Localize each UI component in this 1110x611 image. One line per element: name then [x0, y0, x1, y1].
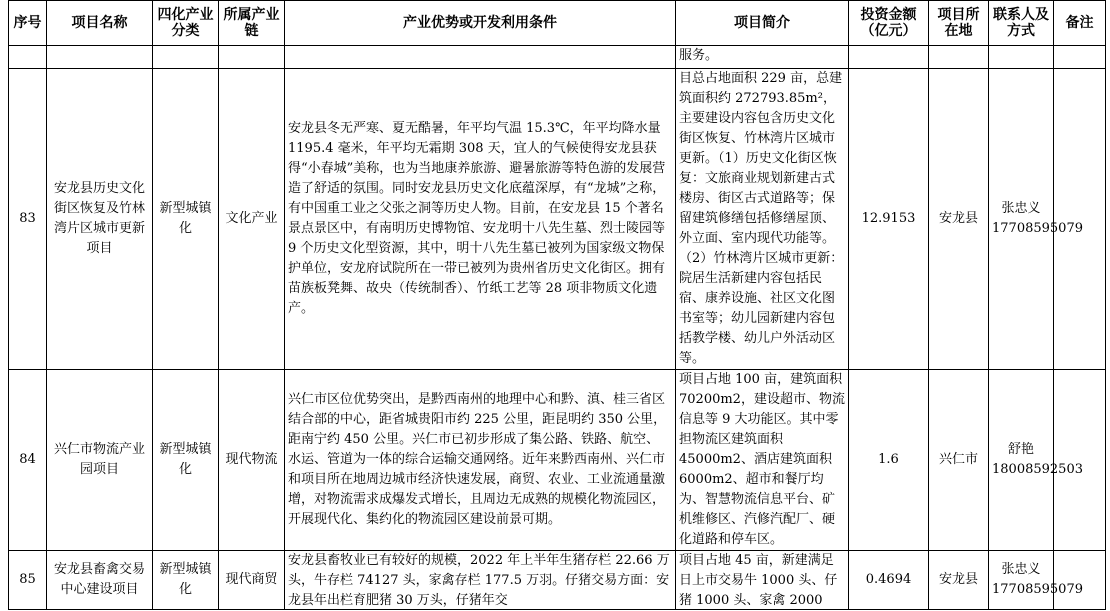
- row-conditions: 安龙县冬无严寒、夏无酷暑，年平均气温 15.3℃，年平均降水量 1195.4 毫米，年平均无霜期 308 天，宜人的气候使得安龙县获得“小春城”美称，也为当地康养旅游、避暑旅游等特色游的发展营造了舒适的氛围。同时安龙县历史文化底蕴深厚，有“龙城”之称，有中国重工业之父张之洞等历史人物。目前，在安龙县 15 个著名景点景区中，有南明历史博物馆、安龙明十八先生墓、烈士陵园等 9 个历史文化型资源，其中，明十八先生墓已被列为国家级文物保护单位，安龙府试院所在一带已被列为贵州省历史文化街区。拥有苗族板凳舞、故央（传统制香）、竹纸工艺等 28 项非物质文化遗产。: [285, 69, 676, 370]
- row-location: 安龙县: [929, 69, 989, 370]
- row-investment: 1.6: [849, 370, 929, 551]
- row-conditions: 兴仁市区位优势突出，是黔西南州的地理中心和黔、滇、桂三省区结合部的中心，距省城贵阳市约 225 公里，距昆明约 350 公里，距南宁约 450 公里。兴仁市已初步形成了集公路、铁路、航空、水运、管道为一体的综合运输交通网络。近年来黔西南州、兴仁市和项目所在地周边城市经济快速发展，商贸、农业、工业流通量激增，对物流需求成爆发式增长，且周边无成熟的规模化物流园区，开展现代化、集约化的物流园区建设前景可期。: [285, 370, 676, 551]
- row-seq: 85: [9, 551, 47, 610]
- row-intro: 项目占地 100 亩，建筑面积 70200m2，建设超市、物流信息等 9 大功能区。其中零担物流区建筑面积 45000m2、酒店建筑面积 6000m2、超市和餐厅均为、智慧物流信息平台、矿机维修区、汽修汽配厂、硬化道路和停车区。: [676, 370, 849, 551]
- row-name: 安龙县历史文化街区恢复及竹林湾片区城市更新项目: [47, 69, 153, 370]
- row-contact: 舒艳 18008592503: [989, 370, 1054, 551]
- row-investment: 12.9153: [849, 69, 929, 370]
- header-name: 项目名称: [47, 1, 153, 46]
- table-row: [9, 551, 1106, 610]
- row-investment: 0.4694: [849, 551, 929, 610]
- row-category: 新型城镇化: [153, 69, 219, 370]
- row-location: 兴仁市: [929, 370, 989, 551]
- table-row: [9, 69, 1106, 370]
- row-intro: 目总占地面积 229 亩，总建筑面积约 272793.85m²，主要建设内容包含历史文化街区恢复、竹林湾片区城市更新。（1）历史文化街区恢复：文旅商业规划新建古式楼房、街区古式道路等；保留建筑修缮包括修缮屋顶、外立面、室内现代功能等。（2）竹林湾片区城市更新：院居生活新建内容包括民宿、康养设施、社区文化图书室等；幼儿园新建内容包括教学楼、幼儿户外活动区等。: [676, 69, 849, 370]
- row-contact: 张忠义 17708595079: [989, 69, 1054, 370]
- project-table: [8, 0, 1106, 610]
- row-intro: 项目占地 45 亩，新建满足日上市交易牛 1000 头、仔猪 1000 头、家禽 2000: [679, 553, 838, 608]
- row-category: 新型城镇化: [153, 551, 219, 610]
- row-remark: [1054, 370, 1106, 551]
- row-chain: 现代物流: [219, 370, 285, 551]
- row-seq: 83: [9, 69, 47, 370]
- header-contact: 联系人及方式: [989, 1, 1054, 46]
- row-name: 兴仁市物流产业园项目: [47, 370, 153, 551]
- header-category: 四化产业分类: [153, 1, 219, 46]
- row-name: 安龙县畜禽交易中心建设项目: [47, 551, 153, 610]
- header-investment: 投资金额（亿元）: [849, 1, 929, 46]
- header-conditions: 产业优势或开发利用条件: [285, 1, 676, 46]
- header-chain: 所属产业链: [219, 1, 285, 46]
- row-category: 新型城镇化: [153, 370, 219, 551]
- header-location: 项目所在地: [929, 1, 989, 46]
- row-seq: 84: [9, 370, 47, 551]
- row-chain: 文化产业: [219, 69, 285, 370]
- header-intro: 项目简介: [676, 1, 849, 46]
- continuation-intro: 服务。: [676, 46, 849, 69]
- table-row: [9, 370, 1106, 551]
- row-conditions: 安龙县畜牧业已有较好的规模，2022 年上半年生猪存栏 22.66 万头，牛存栏 74127 头，家禽存栏 177.5 万羽。仔猪交易方面：安龙县年出栏育肥猪 30 万头，仔猪年交: [288, 553, 670, 608]
- row-chain: 现代商贸: [219, 551, 285, 610]
- header-seq: 序号: [9, 1, 47, 46]
- continuation-row: [9, 46, 1106, 69]
- header-row: [9, 1, 1106, 46]
- row-remark: [1054, 551, 1106, 610]
- row-contact: 张忠义 17708595079: [989, 551, 1054, 610]
- row-location: 安龙县: [929, 551, 989, 610]
- row-remark: [1054, 69, 1106, 370]
- header-remark: 备注: [1054, 1, 1106, 46]
